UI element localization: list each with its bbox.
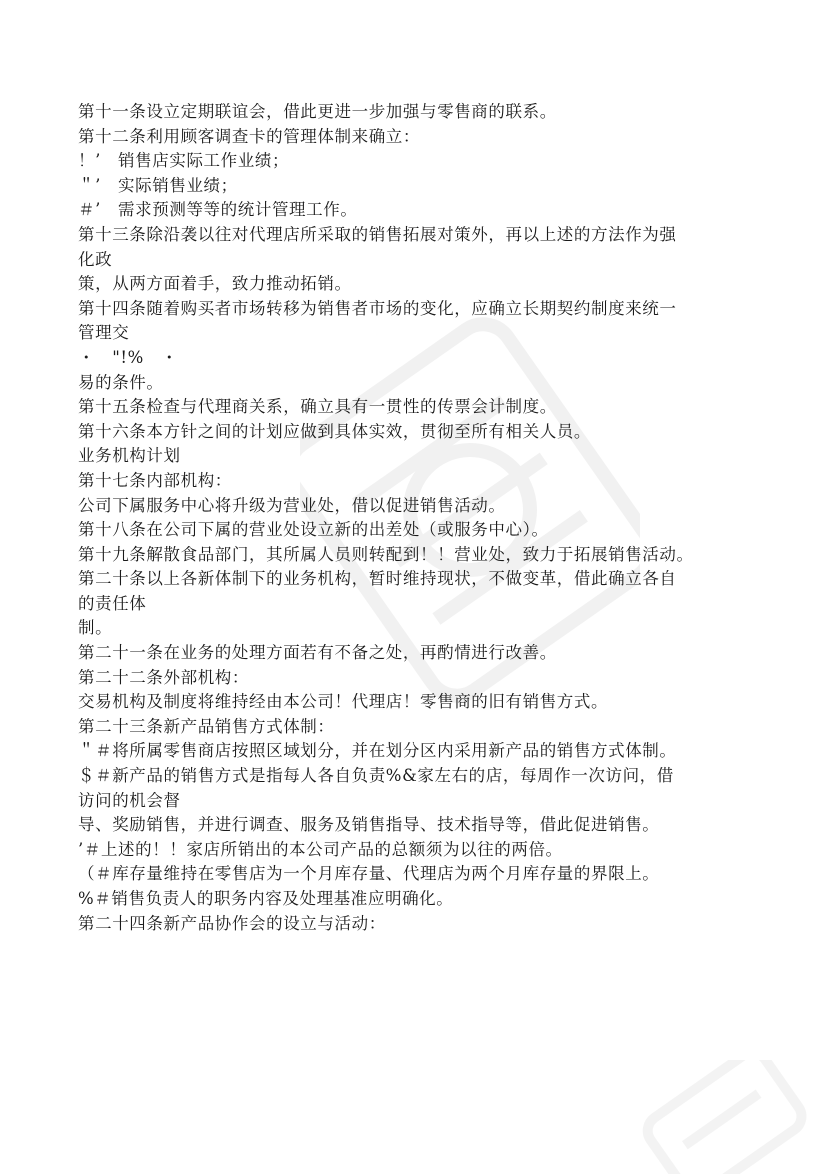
text-line: 第十二条利用顾客调查卡的管理体制来确立： xyxy=(78,126,420,146)
page-marker: ・ "!% ・ xyxy=(78,347,179,367)
text-line: ＂＃将所属零售商店按照区域划分，并在划分区内采用新产品的销售方式体制。 xyxy=(78,741,677,761)
text-line: 第二十一条在业务的处理方面若有不备之处，再酌情进行改善。 xyxy=(78,643,557,663)
text-line: %＃销售负责人的职务内容及处理基准应明确化。 xyxy=(78,889,454,908)
text-line: 第十五条检查与代理商关系，确立具有一贯性的传票会计制度。 xyxy=(78,397,557,417)
text-line: ＃’ 需求预测等等的统计管理工作。 xyxy=(78,200,358,220)
text-line: 第二十四条新产品协作会的设立与活动： xyxy=(78,913,386,933)
text-line: （＃库存量维持在零售店为一个月库存量、代理店为两个月库存量的界限上。 xyxy=(78,864,660,884)
text-line: 第十四条随着购买者市场转移为销售者市场的变化，应确立长期契约制度来统一 xyxy=(78,298,677,318)
document-body xyxy=(78,100,768,936)
text-line: ＄＃新产品的销售方式是指每人各自负责%&家左右的店，每周作一次访问，借 xyxy=(78,766,674,786)
text-line: 制。 xyxy=(78,618,113,638)
text-line: ＂’ 实际销售业绩； xyxy=(78,175,238,195)
watermark-corner-icon xyxy=(620,1060,820,1174)
text-line: 第十八条在公司下属的营业处设立新的出差处（或服务中心）。 xyxy=(78,520,549,540)
text-line: 第二十二条外部机构： xyxy=(78,667,249,687)
text-line: 第十九条解散食品部门，其所属人员则转配到！！营业处，致力于拓展销售活动。 xyxy=(78,544,694,564)
text-line: 第十七条内部机构： xyxy=(78,470,232,490)
text-line: 导、奖励销售，并进行调查、服务及销售指导、技术指导等，借此促进销售。 xyxy=(78,815,660,835)
section-heading: 业务机构计划 xyxy=(78,446,181,466)
text-line: 第二十三条新产品销售方式体制： xyxy=(78,716,335,736)
text-line: 访问的机会督 xyxy=(78,790,181,810)
text-line: 交易机构及制度将维持经由本公司！代理店！零售商的旧有销售方式。 xyxy=(78,692,609,712)
text-line: 管理交 xyxy=(78,323,130,343)
text-line: 第二十条以上各新体制下的业务机构，暂时维持现状，不做变革，借此确立各自 xyxy=(78,569,677,589)
text-line: ’＃上述的！！家店所销出的本公司产品的总额须为以往的两倍。 xyxy=(78,839,563,859)
text-line: 易的条件。 xyxy=(78,372,164,392)
text-line: 第十一条设立定期联谊会，借此更进一步加强与零售商的联系。 xyxy=(78,102,557,121)
text-line: ！’ 销售店实际工作业绩； xyxy=(78,151,290,171)
text-line: 第十六条本方针之间的计划应做到具体实效，贯彻至所有相关人员。 xyxy=(78,421,591,441)
text-line: 策，从两方面着手，致力推动拓销。 xyxy=(78,274,352,294)
text-line: 的责任体 xyxy=(78,593,147,613)
text-line: 化政 xyxy=(78,249,113,269)
text-line: 第十三条除沿袭以往对代理店所采取的销售拓展对策外，再以上述的方法作为强 xyxy=(78,224,677,244)
text-line: 公司下属服务中心将升级为营业处，借以促进销售活动。 xyxy=(78,495,506,515)
